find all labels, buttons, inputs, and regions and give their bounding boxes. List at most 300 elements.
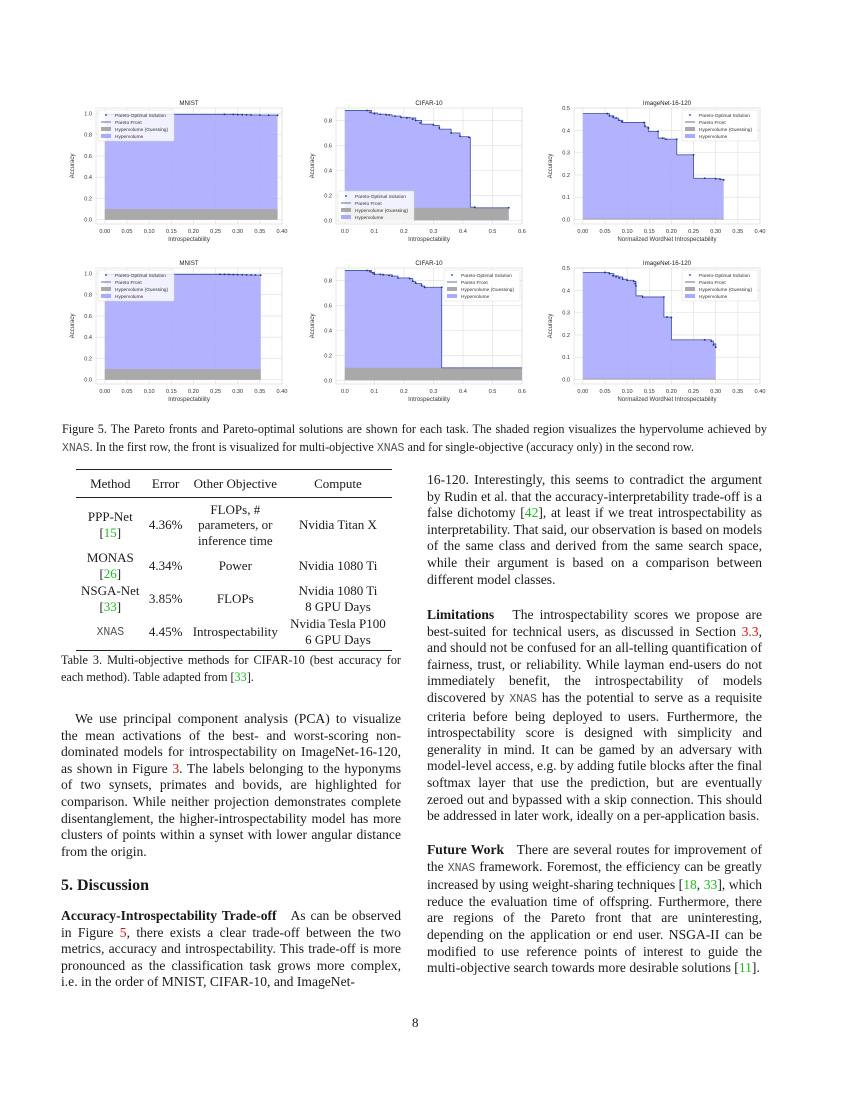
cell-objective: FLOPs xyxy=(216,590,254,606)
limitations-paragraph xyxy=(427,607,762,825)
x-tick-label: 0.6 xyxy=(518,229,526,235)
pareto-point xyxy=(241,274,243,276)
x-tick-label: 0.00 xyxy=(99,229,111,235)
citation-link[interactable]: 15 xyxy=(103,524,117,540)
legend xyxy=(98,270,174,301)
pareto-point xyxy=(250,114,252,116)
chart-title: MNIST xyxy=(179,260,199,267)
pareto-point xyxy=(468,136,470,138)
legend-guessing-swatch xyxy=(685,127,695,131)
legend-point-icon xyxy=(345,195,347,197)
pareto-point xyxy=(450,132,452,134)
xnas-mono: XNAS xyxy=(509,692,537,706)
x-tick-label: 0.10 xyxy=(143,389,155,395)
y-tick-label: 0.8 xyxy=(324,278,332,285)
pareto-point xyxy=(259,114,261,116)
pareto-point xyxy=(633,280,635,282)
y-tick-label: 0.8 xyxy=(84,132,92,139)
pareto-point xyxy=(622,278,624,280)
method-name: MONAS xyxy=(86,550,134,565)
tradeoff-block xyxy=(61,908,401,991)
legend-label: Hypervolume (Guessing) xyxy=(699,287,753,293)
x-tick-label: 0.15 xyxy=(643,389,655,395)
pareto-point xyxy=(224,113,226,115)
y-tick-label: 0.2 xyxy=(324,193,332,200)
legend xyxy=(444,270,520,301)
citation-link[interactable]: 42 xyxy=(524,505,539,521)
pareto-point xyxy=(397,277,399,279)
cell-objective: Power xyxy=(218,557,252,573)
pareto-point xyxy=(415,120,417,122)
legend-label: Hypervolume xyxy=(115,134,144,140)
hypervolume-guessing-area xyxy=(105,209,278,220)
x-tick-label: 0.00 xyxy=(99,389,111,395)
x-axis-label: Introspectability xyxy=(168,237,210,243)
legend-guessing-swatch xyxy=(685,287,695,291)
legend-guessing-swatch xyxy=(447,287,457,291)
compute-line: 6 GPU Days xyxy=(305,631,371,647)
legend-label: Pareto-Optimal Solution xyxy=(461,273,512,279)
figure-link[interactable]: 3 xyxy=(172,760,180,776)
x-tick-label: 0.00 xyxy=(577,389,589,395)
x-tick-label: 0.6 xyxy=(518,389,526,395)
pareto-point xyxy=(382,274,384,276)
pareto-point xyxy=(246,114,248,116)
cell-compute xyxy=(284,582,392,615)
pareto-point xyxy=(421,285,423,287)
pareto-point xyxy=(635,285,637,287)
chart-svg xyxy=(58,96,290,254)
x-tick-label: 0.5 xyxy=(488,229,497,235)
pareto-point xyxy=(379,113,381,115)
cell-compute xyxy=(284,615,392,651)
y-axis-label: Accuracy xyxy=(70,153,76,179)
y-tick-label: 0.6 xyxy=(84,313,92,320)
x-tick-label: 0.15 xyxy=(165,389,177,395)
pareto-point xyxy=(246,274,248,276)
legend-label: Hypervolume xyxy=(355,215,384,221)
y-tick-label: 0.0 xyxy=(324,218,332,225)
legend-label: Hypervolume xyxy=(461,294,490,300)
x-tick-label: 0.20 xyxy=(187,389,199,395)
legend xyxy=(682,110,758,141)
pareto-point xyxy=(621,121,623,123)
y-tick-label: 0.4 xyxy=(562,288,570,295)
chart-title: ImageNet-16-120 xyxy=(642,260,692,267)
citation-link[interactable]: 33 xyxy=(103,598,117,614)
method-name: PPP-Net xyxy=(87,509,133,525)
caption-text: Table 3. Multi-objective methods for CIFAR-10 (best accuracy for each method). Table adapted from [ xyxy=(61,653,401,684)
pareto-point xyxy=(618,277,620,279)
pareto-point xyxy=(228,274,230,276)
pareto-point xyxy=(388,275,390,277)
chart-mnist-single-objective xyxy=(58,256,290,414)
chart-imagenet-multi-objective xyxy=(536,96,768,254)
y-tick-label: 0.8 xyxy=(84,292,92,299)
legend-label: Hypervolume xyxy=(115,294,144,300)
pareto-point xyxy=(250,274,252,276)
cell-compute: Nvidia Titan X xyxy=(298,517,377,532)
legend-point-icon xyxy=(689,114,691,116)
section-link[interactable]: 3.3 xyxy=(741,623,759,639)
legend-label: Hypervolume xyxy=(699,294,728,300)
citation-link[interactable]: 33 xyxy=(234,670,247,684)
y-tick-label: 0.6 xyxy=(324,303,332,310)
pareto-point xyxy=(648,127,650,129)
objective-line: inference time xyxy=(197,532,273,548)
legend-hypervolume-swatch xyxy=(101,134,111,138)
x-tick-label: 0.0 xyxy=(340,229,349,235)
cell-method xyxy=(76,615,145,651)
pareto-point xyxy=(693,154,695,156)
pareto-point xyxy=(604,272,606,274)
y-tick-label: 0.2 xyxy=(84,196,92,203)
pareto-point xyxy=(508,207,510,209)
y-axis-label: Accuracy xyxy=(70,313,76,339)
x-tick-label: 0.40 xyxy=(754,389,766,395)
pareto-point xyxy=(433,124,435,126)
pareto-point xyxy=(424,286,426,288)
x-tick-label: 0.30 xyxy=(232,389,244,395)
y-tick-label: 0.5 xyxy=(562,266,570,272)
legend-label: Pareto Front xyxy=(699,280,726,286)
header-error: Error xyxy=(145,470,187,498)
pareto-point xyxy=(237,114,239,116)
method-name: XNAS xyxy=(96,625,125,639)
pareto-point xyxy=(618,119,620,121)
x-tick-label: 0.40 xyxy=(754,229,766,235)
x-tick-label: 0.10 xyxy=(621,229,633,235)
legend-label: Hypervolume (Guessing) xyxy=(115,127,169,133)
chart-svg xyxy=(298,256,530,414)
pareto-point xyxy=(644,125,646,127)
x-tick-label: 0.3 xyxy=(429,229,438,235)
pareto-point xyxy=(369,111,371,113)
chart-mnist-multi-objective xyxy=(58,96,290,254)
citation-link[interactable]: 33 xyxy=(703,877,718,893)
paragraph-heading: Limitations xyxy=(427,607,495,622)
pareto-point xyxy=(391,275,393,277)
x-tick-label: 0.15 xyxy=(165,229,177,235)
pareto-point xyxy=(373,273,375,275)
pareto-point xyxy=(224,273,226,275)
pareto-point xyxy=(260,274,262,276)
pareto-point xyxy=(459,135,461,137)
body-text: , there exists a clear trade-off between the two metrics, accuracy and introspectability. This trade-off is more pronounced as the classification task grows more complex, i.e. in the order of MNIST, CIFAR-10, and ImageNet- xyxy=(61,924,401,990)
x-tick-label: 0.5 xyxy=(488,389,497,395)
hypervolume-guessing-area xyxy=(345,368,522,380)
x-tick-label: 0.1 xyxy=(370,229,379,235)
body-text: . The labels belonging to the hyponyms of two synsets, primates and bovids, are highlighted for comparison. While neither projection demonstrates complete disentanglement, the higher-introspectability model has more clusters of points within a synset with lower angular distance from the origin. xyxy=(61,760,401,859)
y-tick-label: 1.0 xyxy=(84,271,92,278)
figure-caption xyxy=(62,421,767,457)
pareto-point xyxy=(438,127,440,129)
x-tick-label: 0.25 xyxy=(688,229,700,235)
x-tick-label: 0.35 xyxy=(254,389,266,395)
pareto-point xyxy=(419,122,421,124)
pareto-point xyxy=(615,276,617,278)
cell-error: 4.45% xyxy=(145,615,187,651)
xnas-mono: XNAS xyxy=(447,861,476,875)
pareto-point xyxy=(719,178,721,180)
citation-link[interactable]: 26 xyxy=(103,565,117,581)
compute-line: Nvidia 1080 Ti xyxy=(298,583,378,598)
chart-svg xyxy=(536,96,768,254)
legend-point-icon xyxy=(689,274,691,276)
x-tick-label: 0.10 xyxy=(621,389,633,395)
page-number: 8 xyxy=(412,1015,419,1030)
y-tick-label: 0.3 xyxy=(562,150,570,157)
pareto-point xyxy=(474,206,476,208)
pareto-point xyxy=(715,178,717,180)
pareto-point xyxy=(643,122,645,124)
chart-cifar10-multi-objective xyxy=(298,96,530,254)
legend-label: Pareto Front xyxy=(115,120,142,126)
x-tick-label: 0.15 xyxy=(643,229,655,235)
method-name: NSGA-Net xyxy=(81,583,140,598)
body-text: , xyxy=(696,877,704,893)
pareto-point xyxy=(369,271,371,273)
pareto-point xyxy=(662,137,664,139)
pareto-point xyxy=(268,114,270,116)
y-tick-label: 0.2 xyxy=(562,172,570,179)
legend-hypervolume-swatch xyxy=(447,294,457,298)
x-axis-label: Introspectability xyxy=(408,237,450,243)
legend-hypervolume-swatch xyxy=(685,294,695,298)
pareto-point xyxy=(415,282,417,284)
tradeoff-paragraph xyxy=(61,908,401,991)
legend-label: Pareto-Optimal Solution xyxy=(355,194,406,200)
citation-link[interactable]: 18 xyxy=(683,877,697,893)
y-axis-label: Accuracy xyxy=(310,313,316,339)
xnas-mono: XNAS xyxy=(376,441,405,455)
pareto-point xyxy=(704,177,706,179)
legend-label: Hypervolume xyxy=(699,134,728,140)
x-tick-label: 0.35 xyxy=(254,229,266,235)
cell-error: 3.85% xyxy=(148,590,183,606)
pareto-point xyxy=(665,138,667,140)
pareto-point xyxy=(626,279,628,281)
future-work-block xyxy=(427,842,762,977)
body-text: As can be observed in Figure xyxy=(61,908,401,940)
tradeoff-continuation-block xyxy=(427,472,762,588)
table-3 xyxy=(76,469,392,651)
chart-cifar10-single-objective xyxy=(298,256,530,414)
pareto-point xyxy=(715,346,717,348)
pareto-point xyxy=(713,344,715,346)
pareto-point xyxy=(412,280,414,282)
section-heading-discussion: 5. Discussion xyxy=(61,877,150,894)
x-tick-label: 0.30 xyxy=(232,229,244,235)
pareto-point xyxy=(366,270,368,272)
x-tick-label: 0.30 xyxy=(710,389,722,395)
y-tick-label: 0.0 xyxy=(562,377,570,384)
x-tick-label: 0.25 xyxy=(688,389,700,395)
pareto-point xyxy=(219,273,221,275)
table-caption xyxy=(61,652,401,686)
x-tick-label: 0.2 xyxy=(400,389,408,395)
x-tick-label: 0.05 xyxy=(121,229,133,235)
pareto-point xyxy=(388,114,390,116)
y-tick-label: 0.0 xyxy=(84,377,92,384)
legend-label: Pareto-Optimal Solution xyxy=(115,273,166,279)
x-tick-label: 0.35 xyxy=(732,389,744,395)
chart-imagenet-single-objective xyxy=(536,256,768,414)
y-tick-label: 1.0 xyxy=(84,111,92,118)
compute-line: 8 GPU Days xyxy=(305,598,371,614)
objective-line: parameters, or xyxy=(198,517,273,532)
cell-objective xyxy=(187,497,284,549)
legend-guessing-swatch xyxy=(341,208,351,212)
pareto-point xyxy=(671,317,673,319)
y-tick-label: 0.0 xyxy=(562,217,570,224)
x-tick-label: 0.3 xyxy=(429,389,438,395)
y-tick-label: 0.8 xyxy=(324,118,332,125)
legend-point-icon xyxy=(105,114,107,116)
header-other-objective: Other Objective xyxy=(187,470,284,498)
pareto-point xyxy=(237,274,239,276)
pca-paragraph xyxy=(61,711,401,860)
paragraph-heading: Future Work xyxy=(427,842,505,857)
xnas-mono: XNAS xyxy=(62,441,90,455)
cell-method: MONAS [26] xyxy=(86,550,134,581)
pareto-point xyxy=(642,296,644,298)
body-text: The introspectability scores we propose are best-suited for technical users, as discussed in Section xyxy=(427,607,763,639)
y-tick-label: 0.4 xyxy=(84,175,92,182)
x-tick-label: 0.25 xyxy=(210,389,222,395)
body-text: , and should not be confused for an all-telling quantification of fairness, trust, or reliability. While layman end-users do not immediately benefit, the introspectability of models discovered by xyxy=(427,623,762,705)
pareto-point xyxy=(373,113,375,115)
caption-text: and for single-objective (accuracy only) in the second row. xyxy=(404,439,695,454)
legend-label: Hypervolume (Guessing) xyxy=(355,208,409,214)
pareto-point xyxy=(366,110,368,112)
x-tick-label: 0.4 xyxy=(459,229,467,235)
pareto-point xyxy=(710,340,712,342)
legend-label: Pareto-Optimal Solution xyxy=(115,113,166,119)
pareto-point xyxy=(372,272,374,274)
pareto-point xyxy=(379,274,381,276)
hypervolume-guessing-area xyxy=(583,378,716,379)
y-axis-label: Accuracy xyxy=(548,313,554,339)
legend-label: Pareto Front xyxy=(355,201,382,207)
table-row xyxy=(76,497,392,549)
chart-title: MNIST xyxy=(179,100,199,107)
figure-link[interactable]: 5 xyxy=(119,924,127,940)
y-tick-label: 0.0 xyxy=(324,378,332,385)
pareto-point xyxy=(385,114,387,116)
legend-hypervolume-swatch xyxy=(685,134,695,138)
cell-error: 4.36% xyxy=(148,517,183,532)
chart-svg xyxy=(58,256,290,414)
pareto-point xyxy=(663,296,665,298)
pareto-point xyxy=(277,114,279,116)
legend-label: Pareto-Optimal Solution xyxy=(699,113,750,119)
pareto-point xyxy=(612,116,614,118)
legend-point-icon xyxy=(105,274,107,276)
body-text: ]. xyxy=(751,960,760,976)
pareto-point xyxy=(441,286,443,288)
pareto-point xyxy=(666,316,668,318)
x-tick-label: 0.05 xyxy=(599,389,611,395)
legend-hypervolume-swatch xyxy=(341,215,351,219)
legend-label: Pareto-Optimal Solution xyxy=(699,273,750,279)
pareto-point xyxy=(406,117,408,119)
pca-paragraph-block xyxy=(61,711,401,860)
x-tick-label: 0.20 xyxy=(187,229,199,235)
cell-error: 4.34% xyxy=(148,557,183,573)
y-tick-label: 0.2 xyxy=(562,332,570,339)
cell-method: NSGA-Net [33] xyxy=(81,583,140,614)
figure-5 xyxy=(58,96,770,412)
cell-compute: Nvidia 1080 Ti xyxy=(298,557,378,573)
x-tick-label: 0.00 xyxy=(577,229,589,235)
x-tick-label: 0.05 xyxy=(121,389,133,395)
legend xyxy=(98,110,174,141)
pareto-point xyxy=(609,273,611,275)
legend xyxy=(682,270,758,301)
body-text: ], which reduce the evaluation time of offspring. Furthermore, there are regions of the Pareto front that are uninteresting, depending on the application or end user. NSGA-II can be modified to use reference points of interest to guide the multi-objective search towards more desirable solutions [ xyxy=(427,877,763,976)
x-tick-label: 0.05 xyxy=(599,229,611,235)
pareto-point xyxy=(606,113,608,115)
x-tick-label: 0.2 xyxy=(400,229,408,235)
y-tick-label: 0.4 xyxy=(324,328,332,335)
body-text: ], at least if we treat introspectability as interpretability. That said, our observation is based on models of the same class and derived from the same search space, while their argument is based on a comparison between different model classes. xyxy=(427,505,762,587)
pareto-point xyxy=(255,274,257,276)
x-tick-label: 0.40 xyxy=(276,229,288,235)
body-text: We use principal component analysis (PCA) to visualize the mean activations of the best- and worst-scoring non-dominated models for introspectability on ImageNet-16-120, as shown in Figure xyxy=(61,711,401,776)
chart-title: ImageNet-16-120 xyxy=(642,100,692,107)
y-tick-label: 0.4 xyxy=(84,335,92,342)
pareto-point xyxy=(676,138,678,140)
legend-label: Hypervolume (Guessing) xyxy=(699,127,753,133)
body-text: 16-120. Interestingly, this seems to contradict the argument by Rudin et al. that the accuracy-interpretability trade-off is a false dichotomy [ xyxy=(427,472,762,521)
tradeoff-continuation xyxy=(427,472,762,588)
legend-point-icon xyxy=(451,274,453,276)
citation-link[interactable]: 11 xyxy=(738,960,752,976)
x-axis-label: Introspectability xyxy=(408,397,450,403)
table-row xyxy=(76,615,392,651)
compute-line: Nvidia Tesla P100 xyxy=(290,616,386,631)
hypervolume-guessing-area xyxy=(583,218,724,219)
chart-title: CIFAR-10 xyxy=(415,100,443,107)
pareto-point xyxy=(704,339,706,341)
caption-text: ]. xyxy=(246,670,254,684)
body-text: framework. Foremost, the efficiency can be greatly increased by using weight-sharing techniques [ xyxy=(427,858,762,893)
legend-guessing-swatch xyxy=(101,287,111,291)
y-tick-label: 0.4 xyxy=(324,168,332,175)
x-tick-label: 0.35 xyxy=(732,229,744,235)
x-axis-label: Introspectability xyxy=(168,397,210,403)
x-tick-label: 0.1 xyxy=(370,389,379,395)
pareto-point xyxy=(609,115,611,117)
pareto-point xyxy=(615,117,617,119)
y-tick-label: 0.5 xyxy=(562,106,570,112)
x-tick-label: 0.30 xyxy=(710,229,722,235)
pareto-point xyxy=(394,115,396,117)
objective-line: FLOPs, # xyxy=(210,501,261,517)
pareto-point xyxy=(400,116,402,118)
legend-label: Pareto Front xyxy=(461,280,488,286)
y-tick-label: 0.0 xyxy=(84,217,92,224)
legend xyxy=(338,191,414,222)
legend-label: Pareto Front xyxy=(699,120,726,126)
y-tick-label: 0.2 xyxy=(324,353,332,360)
caption-text: . In the first row, the front is visualized for multi-objective xyxy=(89,439,377,454)
y-axis-label: Accuracy xyxy=(310,153,316,179)
body-text: There are several routes for improvement of the xyxy=(427,842,762,874)
pareto-point xyxy=(241,114,243,116)
pareto-point xyxy=(634,283,636,285)
